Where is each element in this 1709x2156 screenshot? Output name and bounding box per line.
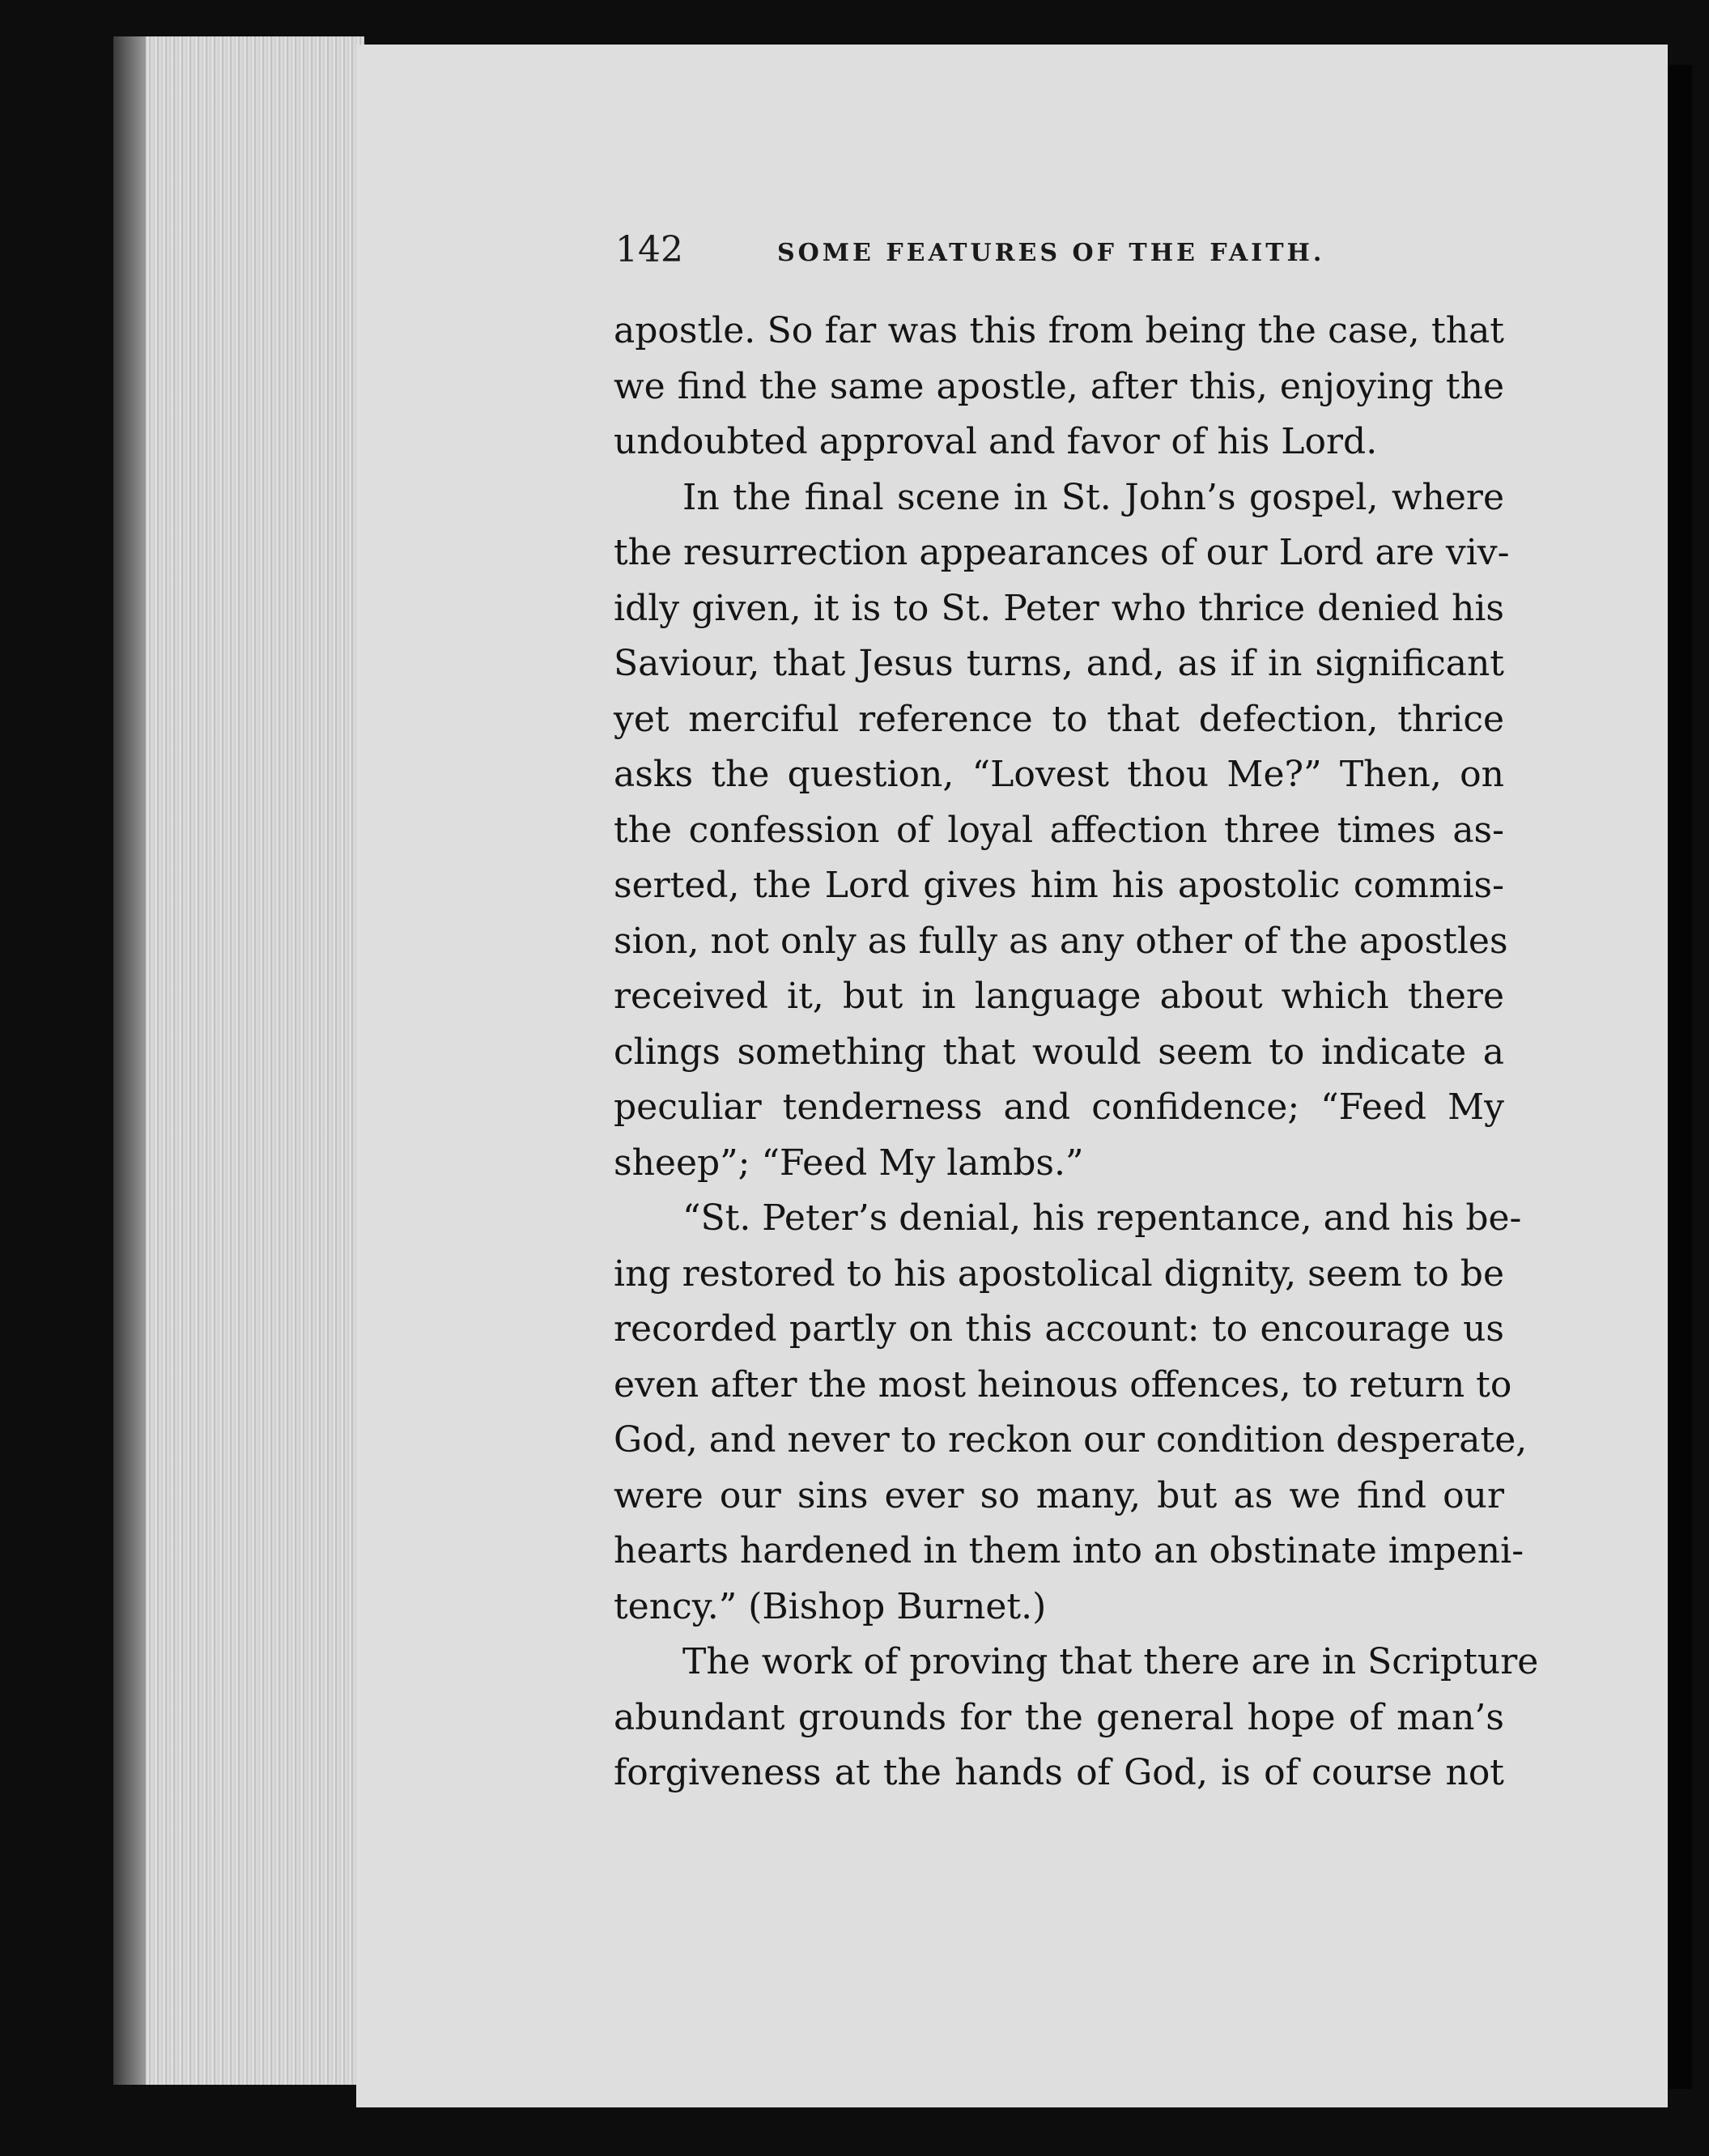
book-page-edges [113, 36, 364, 2085]
text-line: recorded partly on this account: to encourage us [614, 1308, 1504, 1350]
body-text [614, 304, 1539, 1801]
book-spine-shadow [113, 36, 146, 2085]
text-line: apostle. So far was this from being the case, that [614, 310, 1504, 351]
text-line: In the final scene in St. John’s gospel, where [682, 476, 1504, 518]
text-line: God, and never to reckon our condition desperate, [614, 1419, 1528, 1461]
text-line: received it, but in language about which there [614, 976, 1504, 1017]
text-line: asks the question, “Lovest thou Me?” Then, on [614, 754, 1504, 795]
text-line: forgiveness at the hands of God, is of course not [614, 1752, 1504, 1793]
book-right-edge [1668, 65, 1692, 2089]
text-line: were our sins ever so many, but as we find our [614, 1474, 1504, 1516]
text-line: The work of proving that there are in Scripture [682, 1641, 1539, 1682]
text-line: peculiar tenderness and confidence; “Feed My [614, 1087, 1504, 1128]
page-header [615, 229, 1506, 278]
paragraph [614, 1635, 1539, 1801]
text-line: the resurrection appearances of our Lord are viv- [614, 532, 1510, 573]
text-line: Saviour, that Jesus turns, and, as if in significant [614, 643, 1504, 684]
text-line: the confession of loyal affection three times as- [614, 809, 1504, 851]
text-line: we find the same apostle, after this, enjoying the [614, 365, 1504, 407]
text-line: abundant grounds for the general hope of man’s [614, 1696, 1504, 1738]
page-number: 142 [615, 229, 683, 270]
text-line: idly given, it is to St. Peter who thrice denied his [614, 587, 1504, 629]
running-title: SOME FEATURES OF THE FAITH. [777, 239, 1325, 267]
text-line: even after the most heinous offences, to return to [614, 1363, 1512, 1405]
text-line: clings something that would seem to indicate a [614, 1031, 1504, 1073]
text-line: serted, the Lord gives him his apostolic commis- [614, 865, 1504, 906]
text-line: hearts hardened in them into an obstinate impeni- [614, 1530, 1524, 1571]
paragraph [614, 470, 1510, 1192]
text-line: “St. Peter’s denial, his repentance, and his be- [682, 1197, 1522, 1239]
text-line: ing restored to his apostolical dignity, seem to be [614, 1252, 1504, 1295]
paragraph [614, 304, 1504, 470]
text-line: sheep”; “Feed My lambs.” [614, 1142, 1084, 1184]
text-line: undoubted approval and favor of his Lord. [614, 421, 1378, 462]
text-line: tency.” (Bishop Burnet.) [614, 1585, 1047, 1627]
paragraph-quotation [614, 1191, 1528, 1635]
text-line: sion, not only as fully as any other of the apostles [614, 920, 1508, 962]
text-line: yet merciful reference to that defection, thrice [614, 698, 1504, 740]
